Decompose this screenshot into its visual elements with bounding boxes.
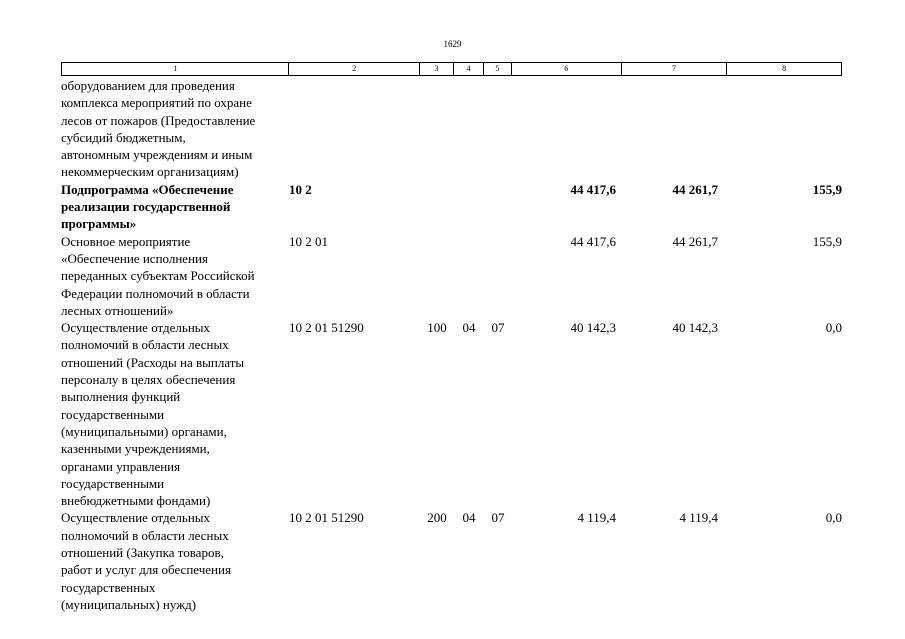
row-name-line: работ и услуг для обеспечения bbox=[61, 562, 231, 578]
header-col-5: 5 bbox=[484, 63, 512, 75]
header-col-4: 4 bbox=[454, 63, 484, 75]
row-name-line: Осуществление отдельных bbox=[61, 320, 211, 336]
row-name-line: государственных bbox=[61, 579, 156, 595]
row-col-4: 04 bbox=[462, 510, 476, 526]
row-name-line: лесов от пожаров (Предоставление bbox=[61, 112, 256, 128]
row-name bbox=[61, 77, 289, 181]
row-code: 10 2 01 bbox=[289, 233, 328, 249]
row-name-line: персоналу в целях обеспечения bbox=[61, 372, 236, 388]
row-col-6: 44 417,6 bbox=[570, 181, 616, 197]
header-col-3: 3 bbox=[420, 63, 454, 75]
row-name-line: отношений (Закупка товаров, bbox=[61, 545, 224, 561]
table-row bbox=[61, 319, 842, 509]
row-col-3: 100 bbox=[427, 320, 447, 336]
row-name-line: государственными bbox=[61, 475, 165, 491]
row-col-8: 0,0 bbox=[825, 510, 842, 526]
row-col-4: 04 bbox=[462, 320, 476, 336]
header-col-2: 2 bbox=[289, 63, 420, 75]
row-col-6: 44 417,6 bbox=[570, 233, 616, 249]
row-col-7: 40 142,3 bbox=[672, 320, 718, 336]
table-row bbox=[61, 509, 842, 613]
row-code: 10 2 01 51290 bbox=[289, 320, 364, 336]
row-name bbox=[61, 509, 289, 613]
row-code: 10 2 bbox=[289, 181, 312, 197]
row-code: 10 2 01 51290 bbox=[289, 510, 364, 526]
row-name-line: субсидий бюджетным, bbox=[61, 129, 186, 145]
row-col-5: 07 bbox=[491, 510, 505, 526]
row-name-line: Основное мероприятие bbox=[61, 233, 191, 249]
row-col-6: 4 119,4 bbox=[577, 510, 616, 526]
row-col-8: 155,9 bbox=[812, 233, 842, 249]
row-name-line: казенными учреждениями, bbox=[61, 441, 210, 457]
row-name-line: комплекса мероприятий по охране bbox=[61, 95, 252, 111]
table-body bbox=[61, 77, 842, 613]
row-name-line: (муниципальных) нужд) bbox=[61, 596, 197, 612]
row-name-line: отношений (Расходы на выплаты bbox=[61, 354, 245, 370]
row-name-line: программы» bbox=[61, 216, 137, 232]
header-col-6: 6 bbox=[512, 63, 622, 75]
table-row bbox=[61, 233, 842, 319]
row-col-7: 44 261,7 bbox=[672, 181, 718, 197]
table-header bbox=[61, 62, 842, 76]
row-name bbox=[61, 319, 289, 509]
row-name-line: полномочий в области лесных bbox=[61, 527, 229, 543]
row-name-line: «Обеспечение исполнения bbox=[61, 250, 208, 266]
header-col-1: 1 bbox=[62, 63, 289, 75]
row-name-line: Федерации полномочий в области bbox=[61, 285, 250, 301]
table-row bbox=[61, 181, 842, 233]
header-col-7: 7 bbox=[622, 63, 728, 75]
row-name-line: переданных субъектам Российской bbox=[61, 268, 255, 284]
row-col-8: 155,9 bbox=[812, 181, 842, 197]
row-name-line: внебюджетными фондами) bbox=[61, 493, 211, 509]
row-col-7: 4 119,4 bbox=[679, 510, 718, 526]
row-name-line: автономным учреждениям и иным bbox=[61, 147, 253, 163]
row-name-line: выполнения функций bbox=[61, 389, 181, 405]
row-name-line: органами управления bbox=[61, 458, 181, 474]
row-name-line: (муниципальными) органами, bbox=[61, 423, 227, 439]
row-name-line: оборудованием для проведения bbox=[61, 78, 235, 93]
row-name bbox=[61, 181, 289, 233]
row-name-line: лесных отношений» bbox=[61, 302, 174, 318]
row-col-6: 40 142,3 bbox=[570, 320, 616, 336]
header-col-8: 8 bbox=[782, 64, 787, 73]
page-number: 1629 bbox=[443, 39, 462, 49]
row-name-line: некоммерческим организациям) bbox=[61, 164, 239, 180]
row-col-5: 07 bbox=[491, 320, 505, 336]
row-name-line: полномочий в области лесных bbox=[61, 337, 229, 353]
table-row bbox=[61, 77, 842, 181]
row-col-3: 200 bbox=[427, 510, 447, 526]
row-name-line: Осуществление отдельных bbox=[61, 510, 211, 526]
row-name-line: государственными bbox=[61, 406, 165, 422]
row-name bbox=[61, 233, 289, 319]
row-name-line: реализации государственной bbox=[61, 199, 231, 215]
row-col-8: 0,0 bbox=[825, 320, 842, 336]
row-name-line: Подпрограмма «Обеспечение bbox=[61, 181, 234, 197]
row-col-7: 44 261,7 bbox=[672, 233, 718, 249]
